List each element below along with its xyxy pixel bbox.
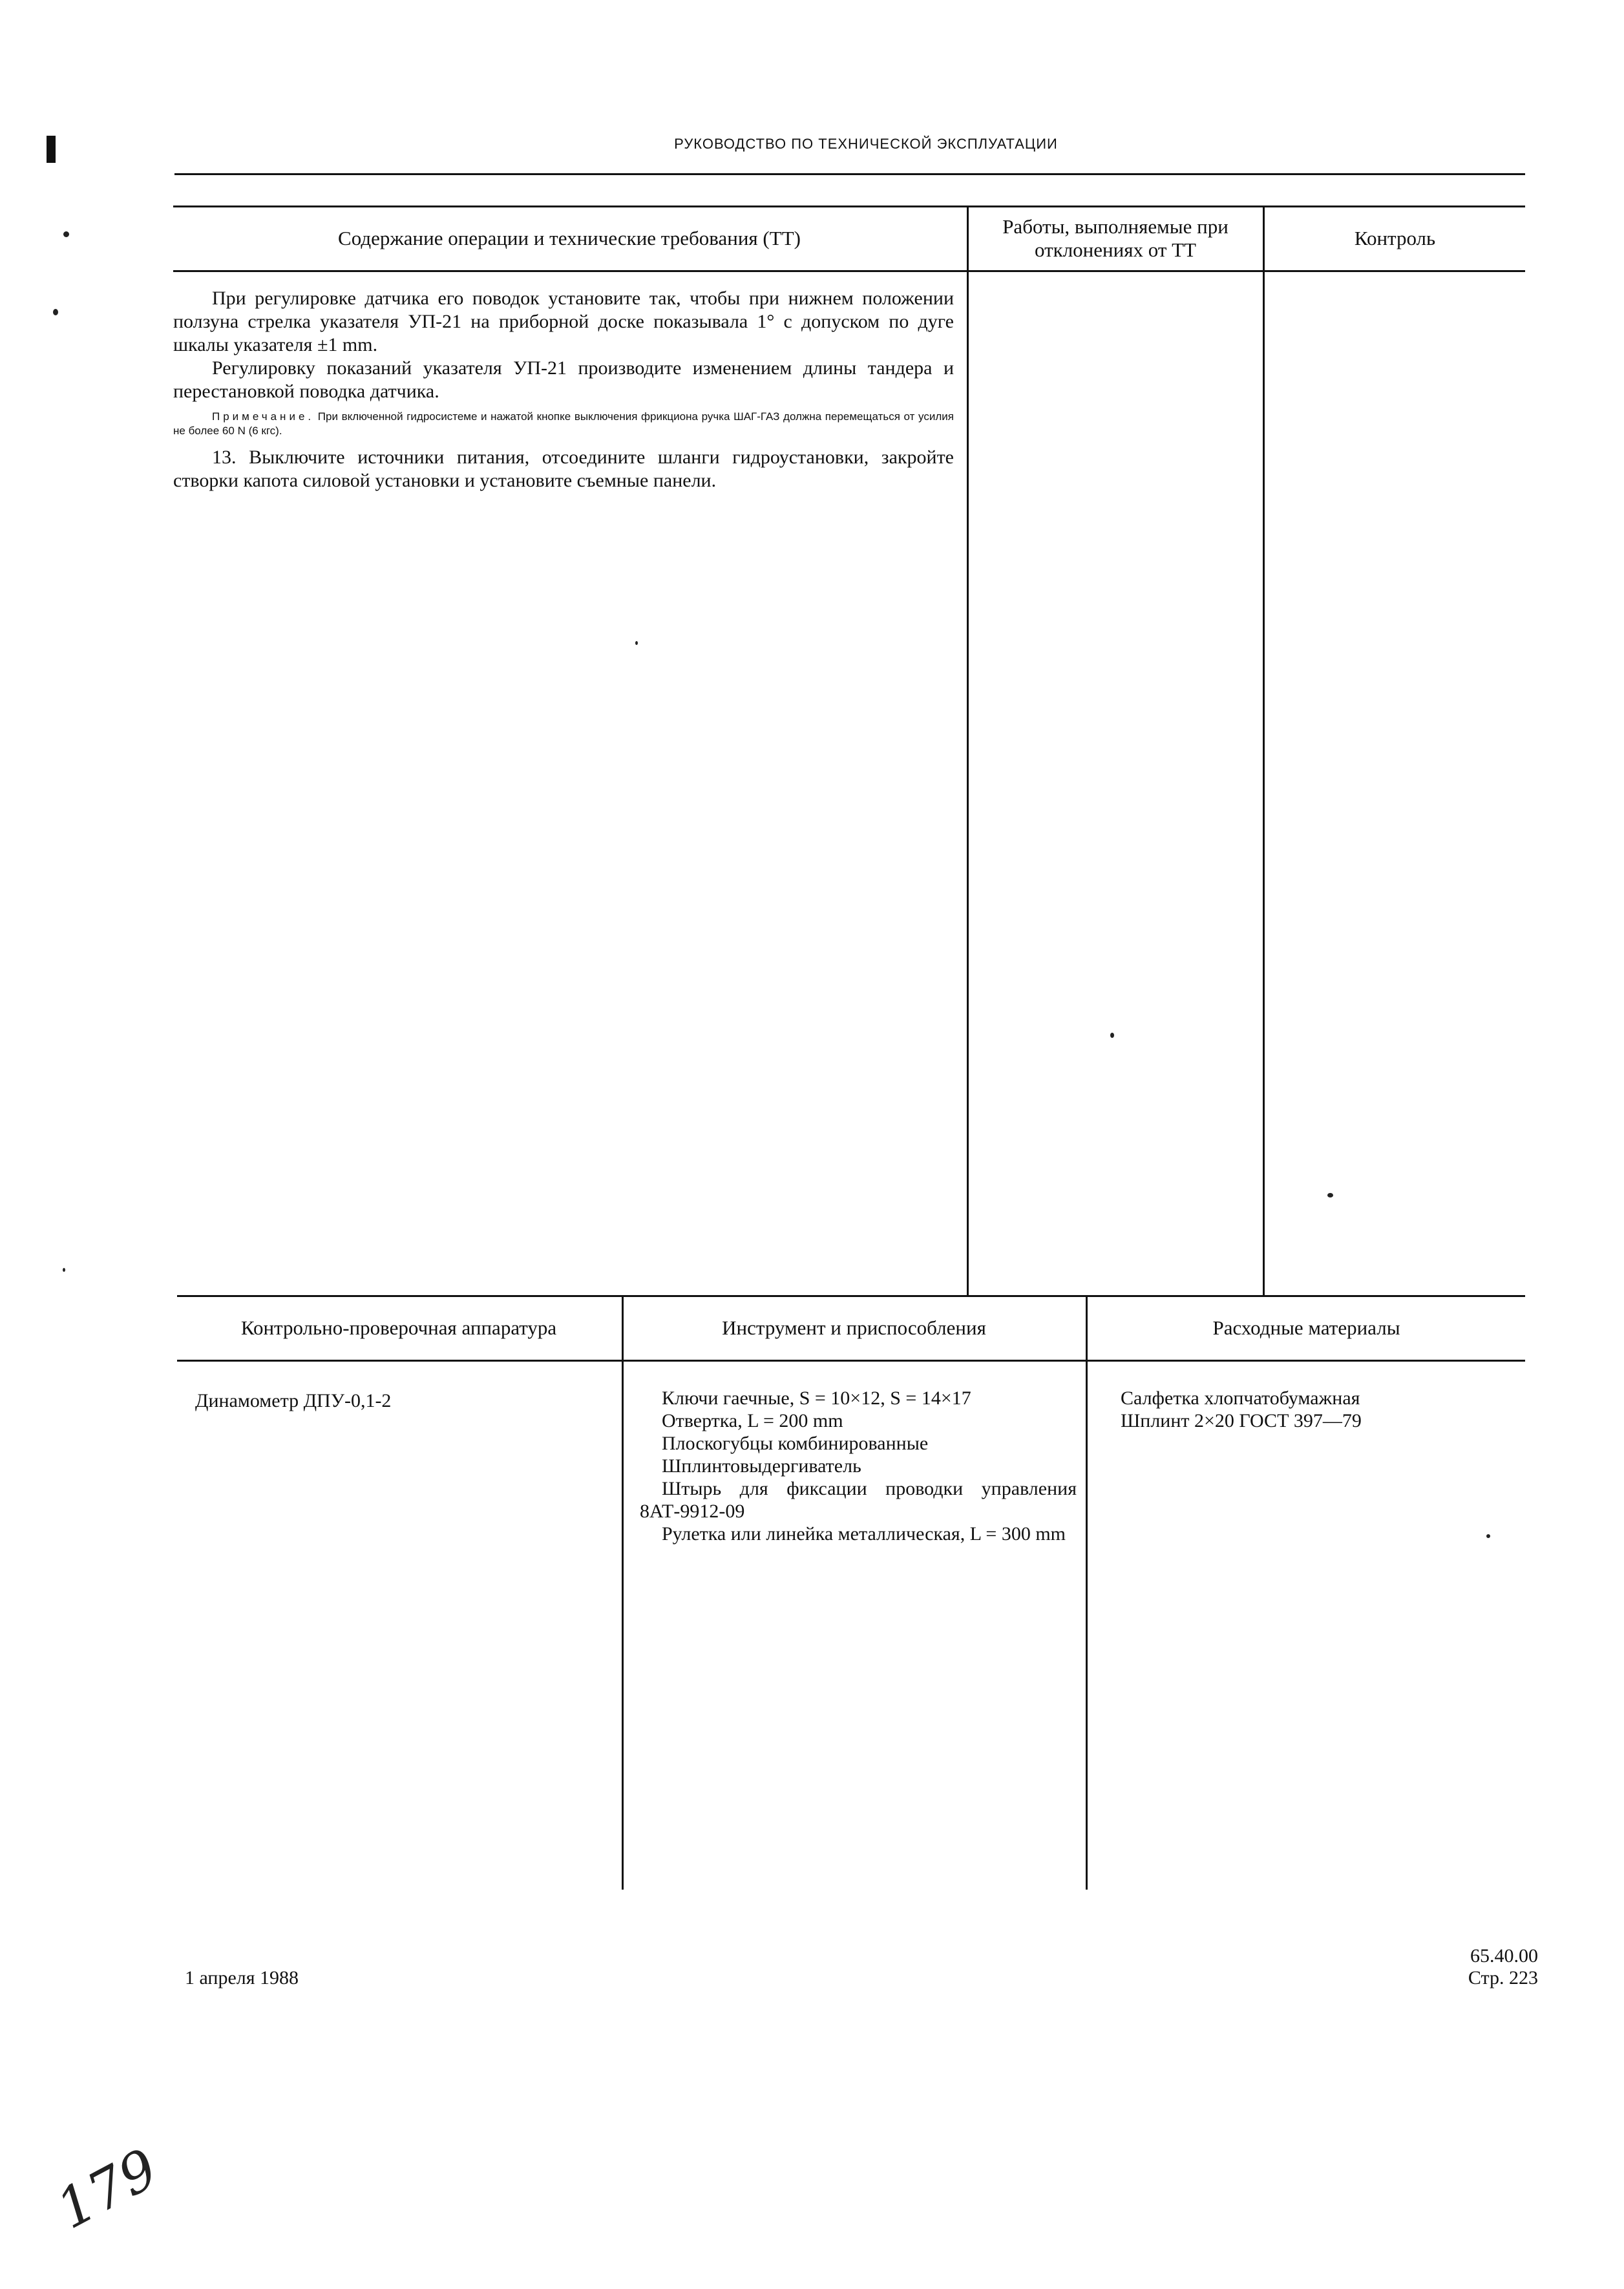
- equip-column-header-materials: Расходные материалы: [1212, 1316, 1400, 1339]
- materials-list: [1121, 1387, 1508, 1432]
- ops-table-top-rule: [173, 206, 1525, 207]
- indicator-paragraph: Регулировку показаний указателя УП-21 производите изменением длины тандера и перестановкой поводка датчика.: [173, 357, 954, 402]
- handwritten-page-number: 179: [46, 2136, 168, 2241]
- ops-column-header-deviations: Работы, выполняемые при отклонениях от ТТ: [1002, 215, 1229, 261]
- scan-speck: [1327, 1193, 1333, 1197]
- ops-column-header-control: Контроль: [1354, 227, 1436, 249]
- list-item: Шплинтовыдергиватель: [662, 1455, 861, 1477]
- equip-column-header-tools: Инструмент и приспособления: [722, 1316, 986, 1339]
- equip-table-header-rule: [177, 1360, 1525, 1362]
- equip-table-divider-1: [622, 1295, 624, 1890]
- equip-table-top-rule: [177, 1295, 1525, 1297]
- footer-doc-code: 65.40.00: [1470, 1945, 1538, 1967]
- list-item: Рулетка или линейка металлическая, L = 300 mm: [662, 1523, 1066, 1545]
- step-13-paragraph: 13. Выключите источники питания, отсоедините шланги гидроустановки, закройте створки капота силовой установки и установите съемные панели.: [173, 447, 954, 491]
- list-item: Динамометр ДПУ-0,1-2: [195, 1390, 392, 1411]
- adjustment-paragraph: При регулировке датчика его поводок установите так, чтобы при нижнем положении ползуна стрелка указателя УП-21 на приборной доске показывала 1° с допуском по дуге шкалы указателя ±1 mm.: [173, 288, 954, 355]
- list-item: Плоскогубцы комбинированные: [662, 1433, 929, 1454]
- footer-page-number: Стр. 223: [1468, 1967, 1538, 1988]
- scan-speck: [63, 231, 69, 237]
- running-header: РУКОВОДСТВО ПО ТЕХНИЧЕСКОЙ ЭКСПЛУАТАЦИИ: [674, 136, 1058, 152]
- scan-speck: [635, 641, 638, 645]
- binding-mark: [47, 136, 56, 163]
- apparatus-list: [195, 1389, 609, 1412]
- ops-table-divider-2: [1263, 206, 1265, 1296]
- footer-date: 1 апреля 1988: [185, 1967, 299, 1988]
- header-rule: [174, 173, 1525, 175]
- list-item: Салфетка хлопчатобумажная: [1121, 1387, 1360, 1409]
- ops-table-divider-1: [967, 206, 969, 1296]
- list-item: Штырь для фиксации проводки управления 8АТ-9912-09: [640, 1478, 1077, 1522]
- note-text: При включенной гидросистеме и нажатой кнопке выключения фрикциона ручка ШАГ-ГАЗ должна перемещаться от усилия не более 60 N (6 кгс).: [173, 410, 954, 437]
- ops-table-header-rule: [173, 270, 1525, 272]
- ops-column-header-content: Содержание операции и технические требования (ТТ): [338, 227, 801, 249]
- list-item: Шплинт 2×20 ГОСТ 397—79: [1121, 1410, 1362, 1431]
- equip-column-header-apparatus: Контрольно-проверочная аппаратура: [240, 1316, 557, 1339]
- scan-speck: [63, 1268, 65, 1272]
- note-label: Примечание.: [212, 410, 315, 423]
- list-item: Ключи гаечные, S = 10×12, S = 14×17: [662, 1387, 971, 1409]
- note-paragraph: [173, 410, 954, 438]
- scan-speck: [53, 309, 58, 315]
- ops-content-cell: [173, 287, 954, 492]
- list-item: Отвертка, L = 200 mm: [662, 1410, 843, 1431]
- equip-table-divider-2: [1086, 1295, 1088, 1890]
- scan-speck: [1486, 1534, 1490, 1538]
- scan-speck: [1110, 1033, 1114, 1038]
- tools-list: [640, 1387, 1077, 1545]
